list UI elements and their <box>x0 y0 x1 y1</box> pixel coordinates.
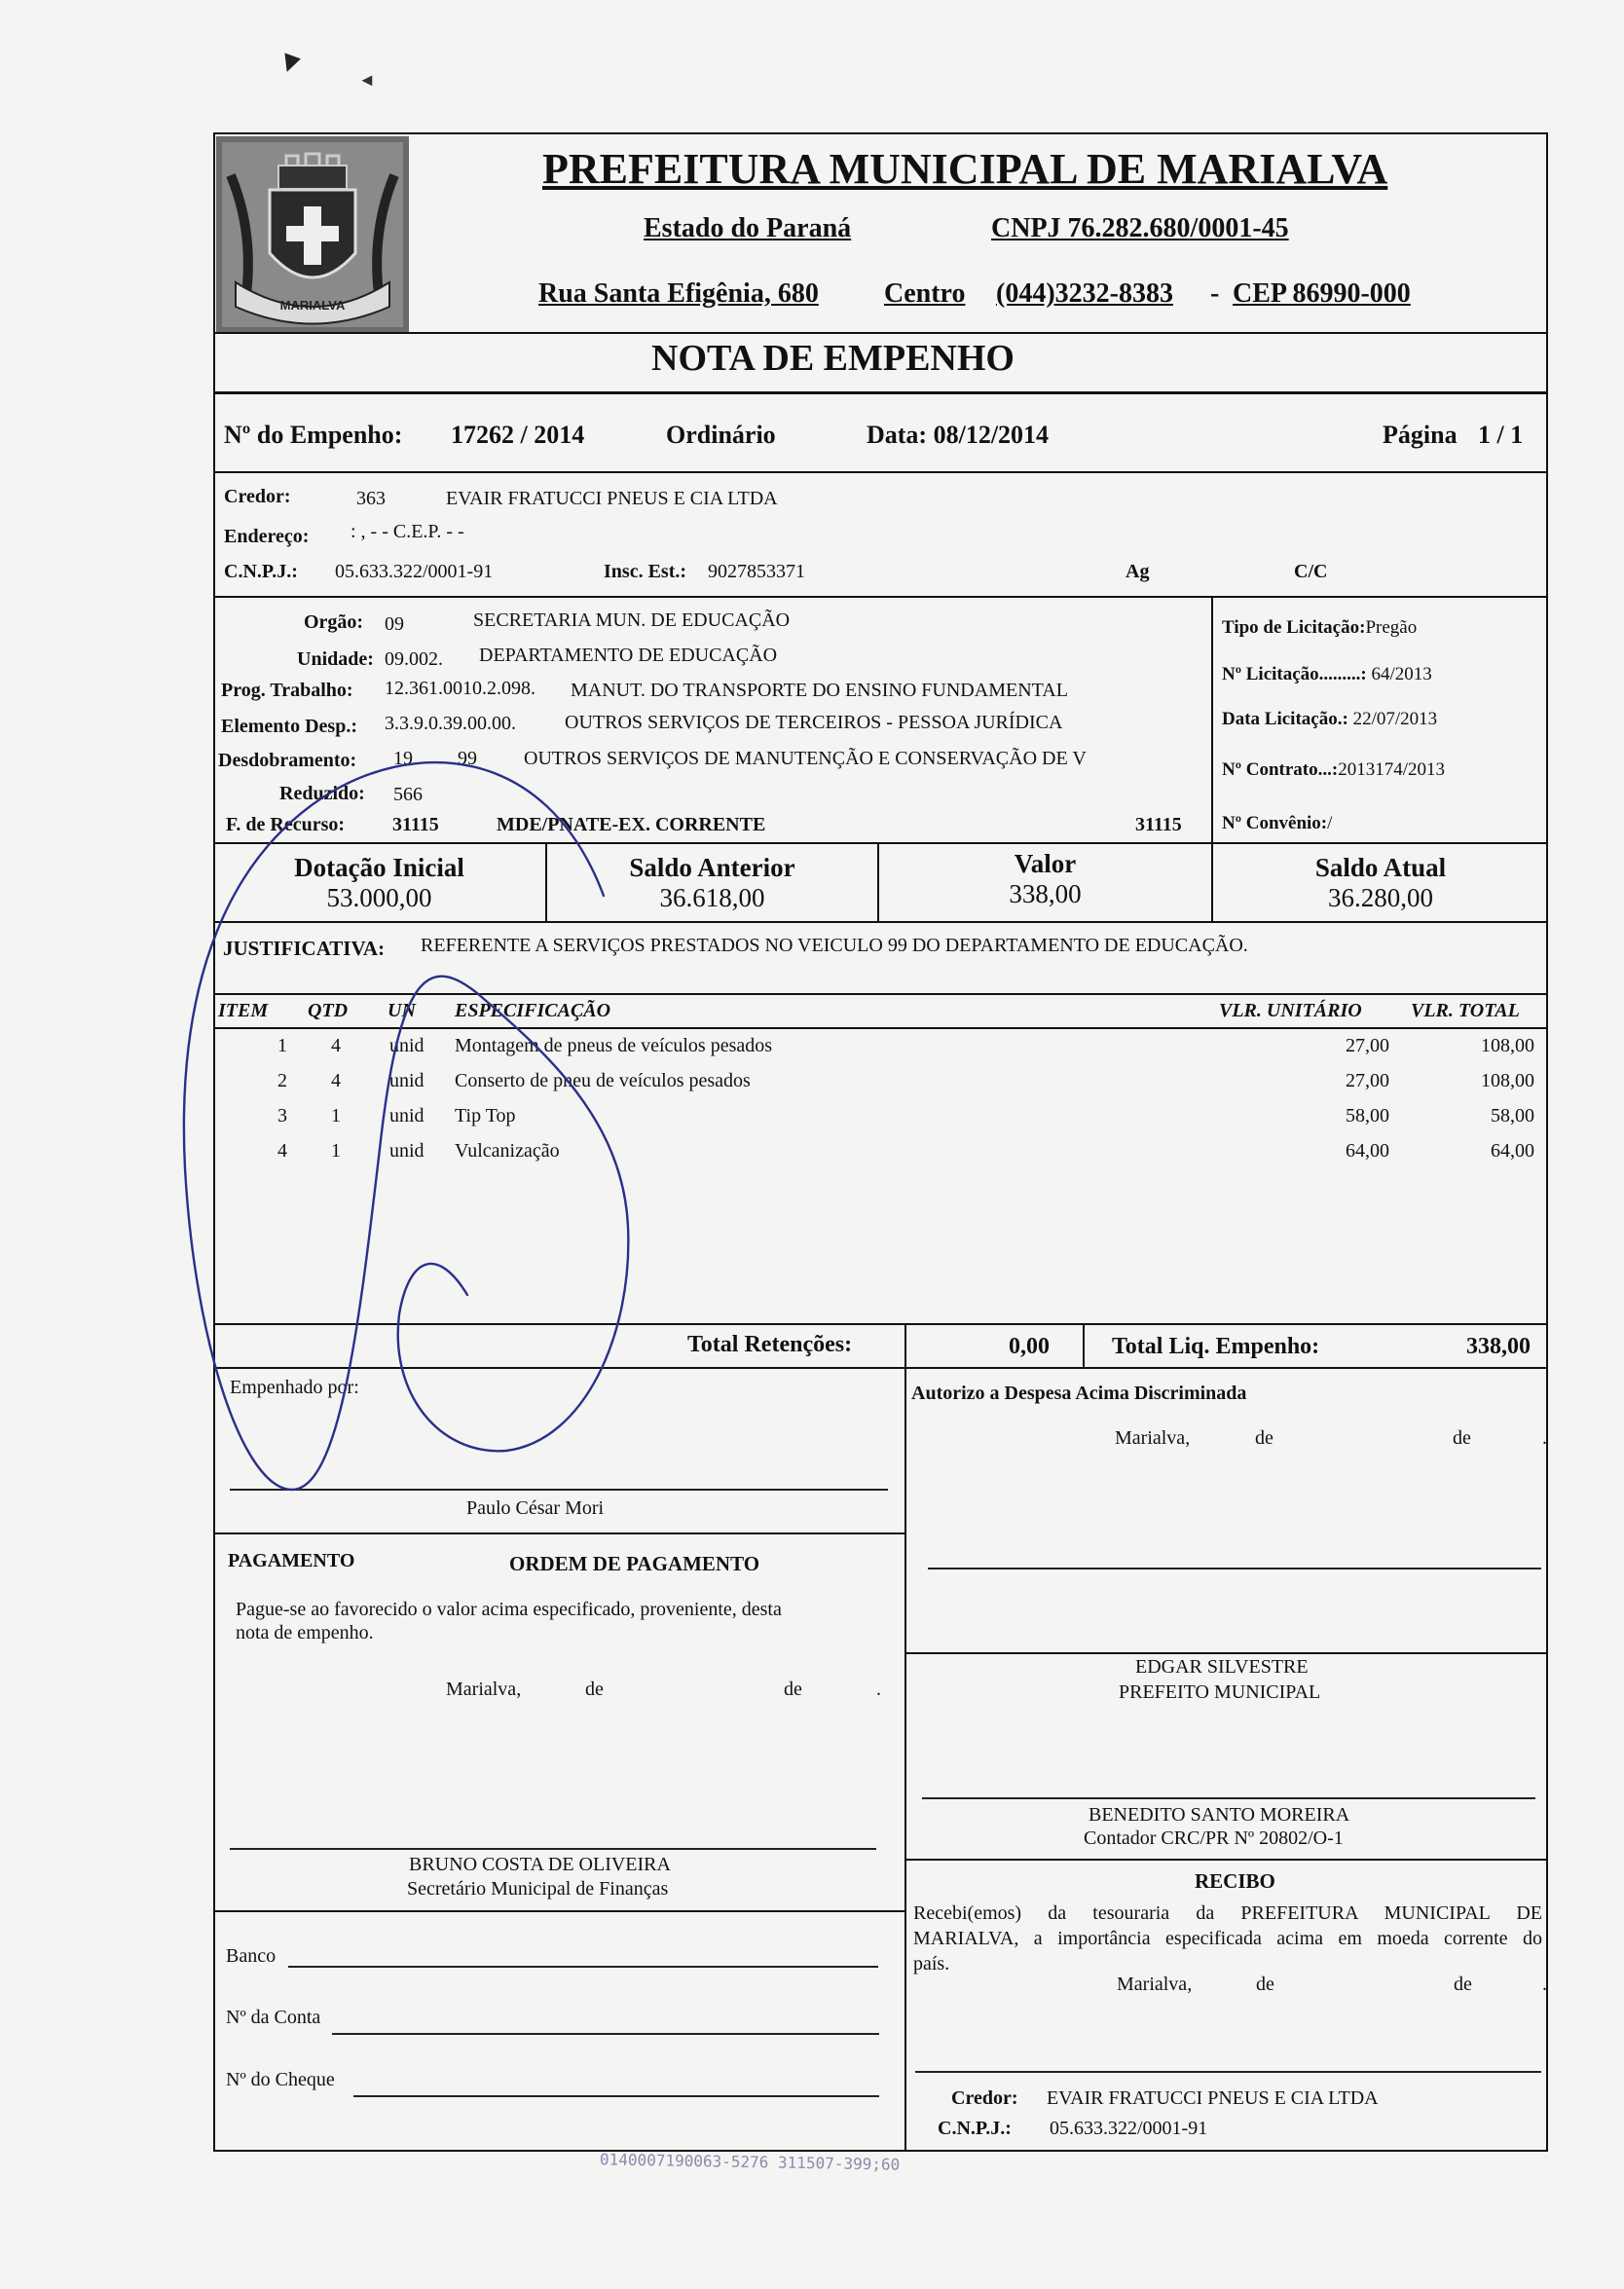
autorizo-de2: de <box>1453 1427 1471 1449</box>
table-row: 1 4 unid Montagem de pneus de veículos pesados 27,00 108,00 <box>277 1035 1534 1056</box>
credor-label: Credor: <box>224 486 291 507</box>
liq-value: 338,00 <box>1466 1334 1531 1359</box>
autorizo-dot: . <box>1542 1427 1547 1449</box>
svg-text:MARIALVA: MARIALVA <box>279 298 346 313</box>
credor-name: EVAIR FRATUCCI PNEUS E CIA LTDA <box>446 488 778 509</box>
cc-label: C/C <box>1294 561 1328 582</box>
recibo-text: Recebi(emos) da tesouraria da PREFEITURA MUNICIPAL DE MARIALVA, a importância especificada acima em moeda corrente do país. <box>913 1902 1542 1975</box>
footer-code: 0140007190063-5276 311507-399;60 <box>599 2150 901 2174</box>
pagamento-city: Marialva, <box>446 1679 522 1700</box>
empenho-label: Nº do Empenho: <box>224 421 403 449</box>
header-address: Rua Santa Efigênia, 680 <box>538 278 819 309</box>
unidade-label: Unidade: <box>297 648 374 670</box>
pagamento-de1: de <box>585 1679 604 1700</box>
saldo-atual: Saldo Atual 36.280,00 <box>1314 853 1447 912</box>
empenhado-name: Paulo César Mori <box>466 1497 605 1519</box>
reduzido-code: 566 <box>393 784 423 805</box>
col-item: ITEM <box>218 1000 269 1021</box>
insc-value: 9027853371 <box>708 561 805 582</box>
elem-name: OUTROS SERVIÇOS DE TERCEIROS - PESSOA JURÍDICA <box>565 712 1063 733</box>
contrato: Nº Contrato...:2013174/2013 <box>1222 759 1445 780</box>
credor-code: 363 <box>356 488 386 509</box>
prog-code: 12.361.0010.2.098. <box>385 678 535 699</box>
table-row: 3 1 unid Tip Top 58,00 58,00 <box>277 1105 1534 1126</box>
col-qtd: QTD <box>308 1000 349 1021</box>
pagamento-label: PAGAMENTO <box>228 1550 355 1571</box>
header-cep: CEP 86990-000 <box>1233 278 1411 309</box>
recibo-de2: de <box>1454 1974 1472 1995</box>
orgao-code: 09 <box>385 613 404 635</box>
prefeito-role: PREFEITO MUNICIPAL <box>1119 1681 1321 1703</box>
table-row: 2 4 unid Conserto de pneu de veículos pesados 27,00 108,00 <box>277 1070 1534 1091</box>
prefeito-name: EDGAR SILVESTRE <box>1135 1656 1309 1678</box>
autorizo-city: Marialva, <box>1115 1427 1191 1449</box>
header-district: Centro <box>884 278 966 309</box>
pagamento-text1: Pague-se ao favorecido o valor acima especificado, proveniente, desta <box>236 1599 782 1620</box>
conta-label: Nº da Conta <box>226 2007 321 2028</box>
fonte-label: F. de Recurso: <box>226 814 346 835</box>
orgao-name: SECRETARIA MUN. DE EDUCAÇÃO <box>473 609 791 631</box>
empenho-date: Data: 08/12/2014 <box>867 421 1050 449</box>
scan-mark: ▼ <box>271 42 310 84</box>
empenho-number: 17262 / 2014 <box>451 421 585 449</box>
autorizo-de1: de <box>1255 1427 1273 1449</box>
fonte-name: MDE/PNATE-EX. CORRENTE <box>497 814 766 835</box>
municipal-crest <box>216 136 409 333</box>
unidade-code: 09.002. <box>385 648 443 670</box>
retencoes-value: 0,00 <box>1009 1334 1050 1359</box>
page-number: 1 / 1 <box>1478 421 1524 449</box>
recibo-title: RECIBO <box>1195 1869 1275 1893</box>
credor-cnpj-label: C.N.P.J.: <box>224 561 298 582</box>
header-title: PREFEITURA MUNICIPAL DE MARIALVA <box>542 145 1388 193</box>
justificativa-text: REFERENTE A SERVIÇOS PRESTADOS NO VEICULO 99 DO DEPARTAMENTO DE EDUCAÇÃO. <box>421 935 1248 956</box>
num-licitacao: Nº Licitação.........: 64/2013 <box>1222 664 1432 684</box>
prog-label: Prog. Trabalho: <box>221 680 353 701</box>
autorizo-label: Autorizo a Despesa Acima Discriminada <box>911 1383 1247 1404</box>
financas-name: BRUNO COSTA DE OLIVEIRA <box>409 1854 671 1875</box>
endereco-label: Endereço: <box>224 526 310 547</box>
reduzido-label: Reduzido: <box>279 783 365 804</box>
recibo-de1: de <box>1256 1974 1274 1995</box>
page-label: Página <box>1383 421 1458 449</box>
recibo-credor-label: Credor: <box>951 2087 1018 2109</box>
desd-name: OUTROS SERVIÇOS DE MANUTENÇÃO E CONSERVAÇÃO DE V <box>524 748 1087 769</box>
header-cnpj: CNPJ 76.282.680/0001-45 <box>991 213 1289 243</box>
fonte-code-right: 31115 <box>1135 814 1182 835</box>
recibo-cnpj: 05.633.322/0001-91 <box>1050 2118 1208 2139</box>
doc-title: NOTA DE EMPENHO <box>651 338 1015 379</box>
header-dash: - <box>1210 278 1220 309</box>
recibo-dot: . <box>1542 1974 1547 1995</box>
scan-mark: ◄ <box>358 70 376 90</box>
empenho-type: Ordinário <box>666 421 776 449</box>
pagamento-de2: de <box>784 1679 802 1700</box>
saldo-dotacao: Dotação Inicial 53.000,00 <box>294 853 464 912</box>
fonte-code: 31115 <box>392 814 439 835</box>
col-total: VLR. TOTAL <box>1411 1000 1520 1021</box>
header-phone: (044)3232-8383 <box>996 278 1173 309</box>
prog-name: MANUT. DO TRANSPORTE DO ENSINO FUNDAMENTAL <box>571 680 1068 701</box>
desd-label: Desdobramento: <box>218 750 357 771</box>
saldo-valor: Valor 338,00 <box>1009 849 1082 908</box>
table-row: 4 1 unid Vulcanização 64,00 64,00 <box>277 1140 1534 1162</box>
retencoes-label: Total Retenções: <box>687 1332 853 1357</box>
credor-cnpj: 05.633.322/0001-91 <box>335 561 494 582</box>
cheque-label: Nº do Cheque <box>226 2069 335 2090</box>
liq-label: Total Liq. Empenho: <box>1112 1334 1320 1359</box>
recibo-cnpj-label: C.N.P.J.: <box>938 2118 1012 2139</box>
justificativa-label: JUSTIFICATIVA: <box>223 937 386 960</box>
orgao-label: Orgão: <box>304 611 364 633</box>
col-unit: VLR. UNITÁRIO <box>1219 1000 1362 1021</box>
pagamento-dot: . <box>876 1679 881 1700</box>
col-un: UN <box>388 1000 416 1021</box>
col-esp: ESPECIFICAÇÃO <box>455 1000 611 1021</box>
data-licitacao: Data Licitação.: 22/07/2013 <box>1222 709 1438 729</box>
financas-role: Secretário Municipal de Finanças <box>407 1878 669 1900</box>
recibo-credor: EVAIR FRATUCCI PNEUS E CIA LTDA <box>1047 2087 1379 2109</box>
contador-role: Contador CRC/PR Nº 20802/O-1 <box>1084 1828 1344 1849</box>
desd-sub: 99 <box>458 748 477 769</box>
elem-label: Elemento Desp.: <box>221 716 357 737</box>
pagamento-text2: nota de empenho. <box>236 1622 374 1643</box>
elem-code: 3.3.9.0.39.00.00. <box>385 713 516 734</box>
contador-name: BENEDITO SANTO MOREIRA <box>1089 1804 1350 1826</box>
saldo-anterior: Saldo Anterior 36.618,00 <box>629 853 795 912</box>
empenhado-label: Empenhado por: <box>230 1377 359 1398</box>
convenio: Nº Convênio:/ <box>1222 813 1333 833</box>
tipo-licitacao: Tipo de Licitação:Pregão <box>1222 617 1418 638</box>
banco-label: Banco <box>226 1945 277 1967</box>
unidade-name: DEPARTAMENTO DE EDUCAÇÃO <box>479 645 778 666</box>
header-state: Estado do Paraná <box>644 213 852 243</box>
ag-label: Ag <box>1126 561 1150 582</box>
desd-code: 19 <box>393 748 413 769</box>
ordem-pagamento-title: ORDEM DE PAGAMENTO <box>509 1552 760 1575</box>
insc-label: Insc. Est.: <box>604 561 687 582</box>
recibo-city: Marialva, <box>1117 1974 1193 1995</box>
endereco-value: : , - - C.E.P. - - <box>351 521 464 542</box>
